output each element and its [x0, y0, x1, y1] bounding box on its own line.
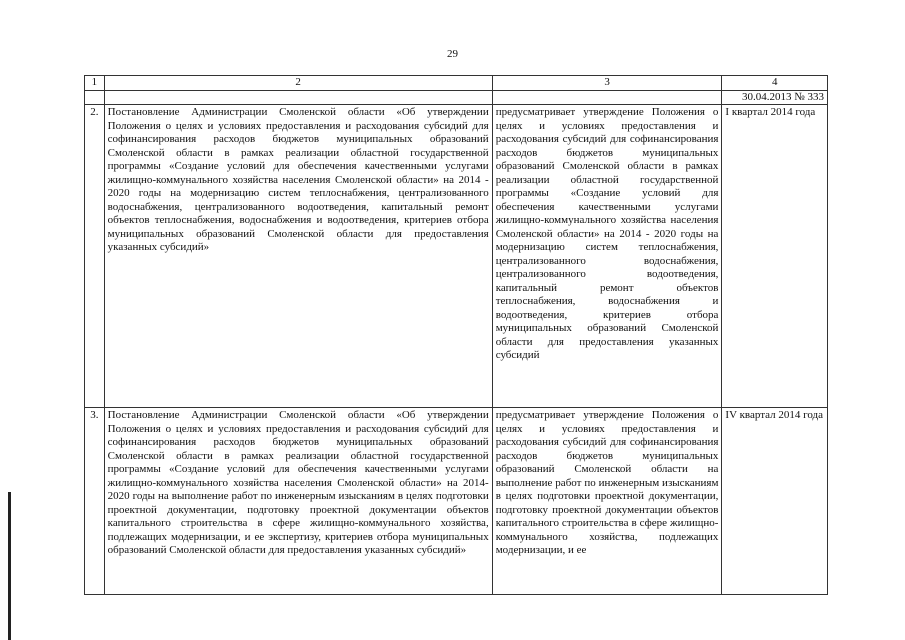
header-cell-1: 1 — [85, 76, 105, 91]
row-number: 2. — [85, 105, 105, 408]
subheader-cell-2 — [104, 90, 492, 105]
table-header-row — [85, 76, 828, 91]
row-description: предусматривает утверждение Положения о целях и условиях предоставления и расходования субсидий для софинансирования расходов бюджетов муниципальных образований Смоленской области в рамках реализации областной государственной программы «Создание условий для обеспечения качественными услугами жилищно-коммунального хозяйства населения Смоленской области» на 2014 - 2020 годы на модернизацию систем теплоснабжения, централизованного водоснабжения, централизованного водоотведения, капитальный ремонт объектов теплоснабжения, водоснабжения и водоотведения, критериев отбора муниципальных образований Смоленской области для предоставления указанных субсидий — [492, 105, 722, 408]
header-cell-2: 2 — [104, 76, 492, 91]
subheader-date: 30.04.2013 № 333 — [722, 90, 828, 105]
row-document-title: Постановление Администрации Смоленской области «Об утверждении Положения о целях и условиях предоставления и расходования субсидий для софинансирования расходов бюджетов муниципальных образований Смоленской области в рамках реализации областной государственной программы «Создание условий для обеспечения качественными услугами жилищно-коммунального хозяйства населения Смоленской области» на 2014-2020 годы на выполнение работ по инженерным изысканиям в целях подготовки проектной документации, подготовку проектной документации объектов капитального строительства в сфере жилищно-коммунального хозяйства, подлежащих модернизации, и ее экспертизу, критериев отбора муниципальных образований Смоленской области для предоставления указанных субсидий» — [104, 408, 492, 595]
document-table — [84, 75, 828, 595]
row-number: 3. — [85, 408, 105, 595]
subheader-cell-1 — [85, 90, 105, 105]
header-cell-4: 4 — [722, 76, 828, 91]
header-cell-3: 3 — [492, 76, 722, 91]
scan-edge-line — [8, 492, 11, 640]
subheader-cell-3 — [492, 90, 722, 105]
table-subheader-row — [85, 90, 828, 105]
row-term: IV квартал 2014 года — [722, 408, 828, 595]
page-number: 29 — [447, 48, 458, 60]
row-description: предусматривает утверждение Положения о целях и условиях предоставления и расходования субсидий для софинансирования расходов бюджетов муниципальных образований Смоленской области на выполнение работ по инженерным изысканиям в целях подготовки проектной документации, подготовку проектной документации объектов капитального строительства в сфере жилищно-коммунального хозяйства, подлежащих модернизации, и ее — [492, 408, 722, 595]
table-row — [85, 105, 828, 408]
row-term: I квартал 2014 года — [722, 105, 828, 408]
row-document-title: Постановление Администрации Смоленской области «Об утверждении Положения о целях и условиях предоставления и расходования субсидий для софинансирования расходов бюджетов муниципальных образований Смоленской области в рамках реализации областной государственной программы «Создание условий для обеспечения качественными услугами жилищно-коммунального хозяйства населения Смоленской области» на 2014 - 2020 годы на модернизацию систем теплоснабжения, централизованного водоснабжения, централизованного водоотведения, капитальный ремонт объектов теплоснабжения, водоснабжения и водоотведения, критериев отбора муниципальных образований Смоленской области для предоставления указанных субсидий» — [104, 105, 492, 408]
table-row — [85, 408, 828, 595]
